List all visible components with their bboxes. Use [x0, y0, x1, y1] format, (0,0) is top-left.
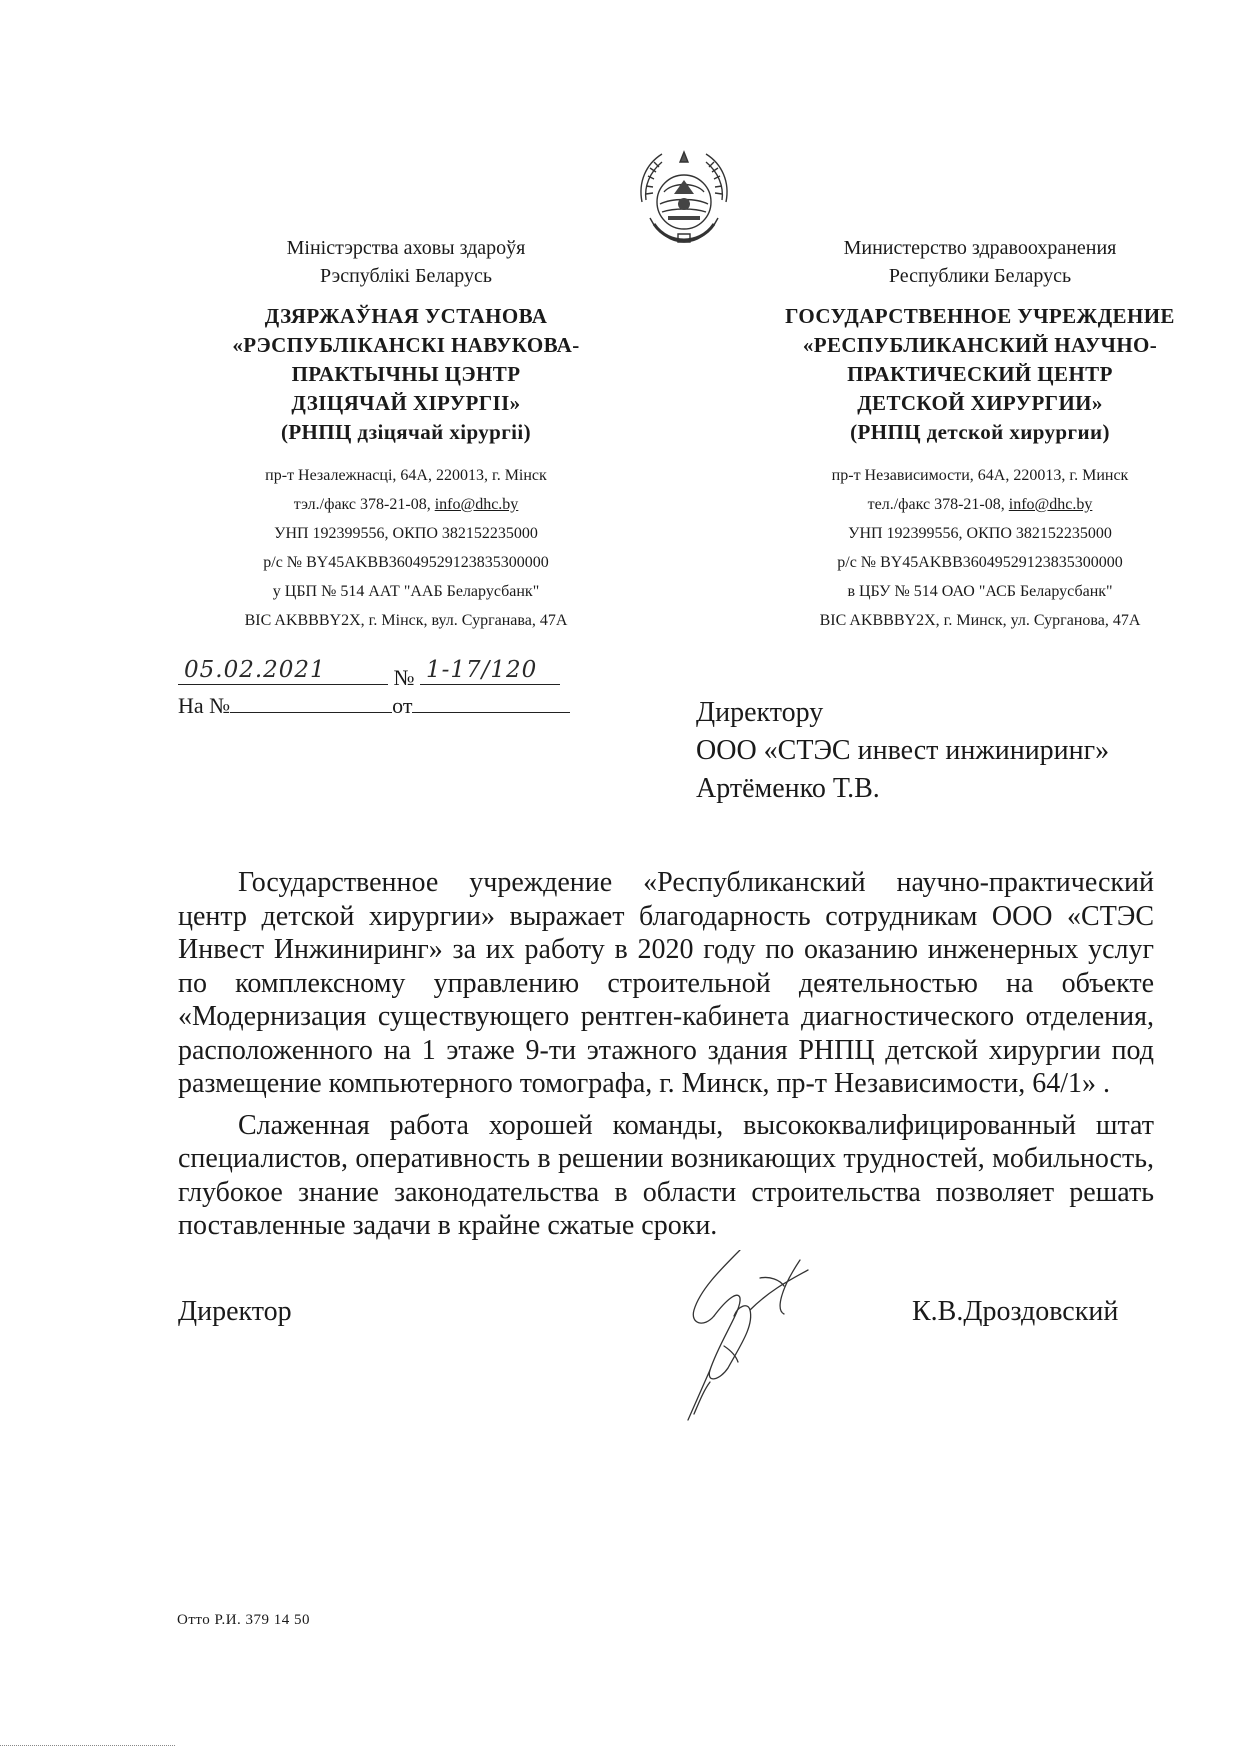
email-link[interactable]: info@dhc.by — [1008, 496, 1093, 513]
handwritten-date: 05.02.2021 — [184, 657, 326, 683]
bic-line: BIC AKBBBY2X, г. Мінск, вул. Сурганава, 47А — [244, 612, 568, 629]
addressee-position: Директору — [696, 697, 824, 728]
handwritten-number: 1-17/120 — [426, 657, 538, 683]
from-label: от — [392, 693, 413, 718]
email-link[interactable]: info@dhc.by — [434, 496, 519, 513]
body-paragraph: Государственное учреждение «Республиканский научно-практический центр детской хирургии» выражает благодарность сотрудникам ООО «СТЭС Инвест Инжиниринг» за их работу в 2020 году по оказанию инженерных услуг по комплексному управлению строительной деятельностью на объекте «Модернизация существующего рентген-кабинета диагностического отделения, расположенного на 1 этаже 9-ти этажного здания РНПЦ детской хирургии под размещение компьютерного томографа, г. Минск, пр-т Независимости, 64/1» . — [178, 867, 1154, 1099]
addressee-block — [696, 694, 1109, 808]
requisites-ru — [760, 461, 1200, 635]
bank-line: в ЦБУ № 514 ОАО "АСБ Беларусбанк" — [847, 583, 1113, 600]
organization-name-by: ДЗЯРЖАЎНАЯ УСТАНОВА «РЭСПУБЛІКАНСКІ НАВУКОВА- ПРАКТЫЧНЫ ЦЭНТР ДЗІЦЯЧАЙ ХІРУРГІІ» (РНПЦ дзіцячай хірургіі) — [232, 304, 580, 444]
ref-number-field — [230, 690, 392, 713]
bank-line: у ЦБП № 514 ААТ "ААБ Беларусбанк" — [272, 583, 540, 600]
outgoing-registration — [178, 657, 560, 691]
phone-line: тел./факс 378-21-08, info@dhc.by — [867, 496, 1093, 513]
address-line: пр-т Незалежнасці, 64А, 220013, г. Мінск — [265, 467, 547, 484]
letterhead-belarusian — [186, 234, 626, 635]
date-field — [178, 657, 388, 685]
letter-body — [178, 866, 1154, 1243]
state-emblem-icon — [628, 142, 740, 254]
ref-label: На № — [178, 693, 231, 718]
bottom-divider — [0, 1745, 175, 1746]
signatory-title: Директор — [178, 1296, 292, 1327]
organization-name-ru: ГОСУДАРСТВЕННОЕ УЧРЕЖДЕНИЕ «РЕСПУБЛИКАНСКИЙ НАУЧНО- ПРАКТИЧЕСКИЙ ЦЕНТР ДЕТСКОЙ ХИРУРГИИ» (РНПЦ детской хирургии) — [785, 304, 1175, 444]
unp-line: УНП 192399556, ОКПО 382152235000 — [848, 525, 1112, 542]
requisites-by — [186, 461, 626, 635]
number-field — [420, 657, 560, 685]
unp-line: УНП 192399556, ОКПО 382152235000 — [274, 525, 538, 542]
address-line: пр-т Независимости, 64А, 220013, г. Минск — [831, 467, 1129, 484]
signatory-name: К.В.Дроздовский — [912, 1296, 1119, 1327]
phone-line: тэл./факс 378-21-08, info@dhc.by — [293, 496, 519, 513]
account-line: р/с № BY45AKBB36049529123835300000 — [263, 554, 549, 571]
ref-date-field — [412, 690, 570, 713]
body-paragraph: Слаженная работа хорошей команды, высококвалифицированный штат специалистов, оперативность в решении возникающих трудностей, мобильность, глубокое знание законодательства в области строительства позволяет решать поставленные задачи в крайне сжатые сроки. — [178, 1109, 1154, 1241]
executor-footer: Отто Р.И. 379 14 50 — [177, 1612, 311, 1628]
ministry-name-ru: Министерство здравоохранения Республики Беларусь — [843, 237, 1117, 287]
bic-line: BIC AKBBBY2X, г. Минск, ул. Сурганова, 47А — [819, 612, 1141, 629]
addressee-person: Артёменко Т.В. — [696, 773, 880, 804]
ministry-name-by: Міністэрства аховы здароўя Рэспублікі Беларусь — [286, 237, 526, 287]
handwritten-signature — [680, 1250, 850, 1430]
letterhead-russian — [760, 234, 1200, 635]
number-label: № — [393, 665, 415, 690]
incoming-reference — [178, 690, 570, 719]
addressee-company: ООО «СТЭС инвест инжиниринг» — [696, 735, 1110, 766]
account-line: р/с № BY45AKBB36049529123835300000 — [837, 554, 1123, 571]
